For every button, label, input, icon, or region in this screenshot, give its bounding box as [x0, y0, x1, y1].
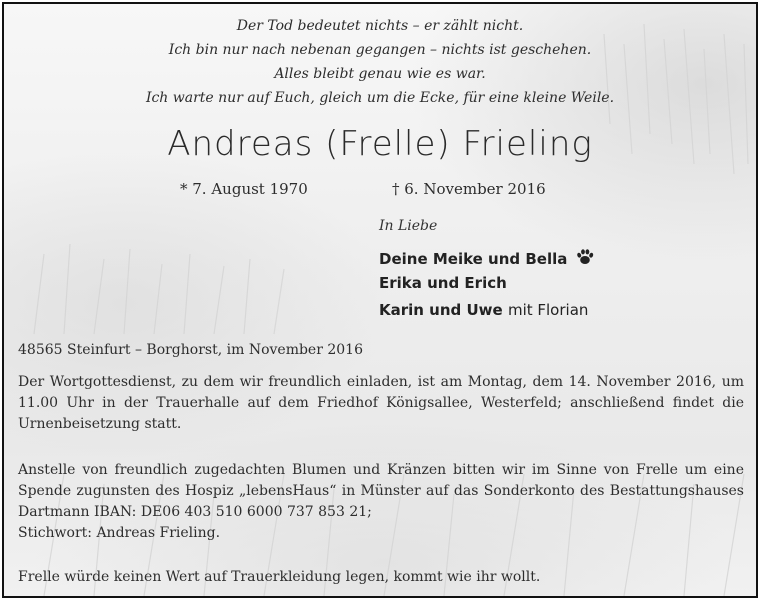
service-paragraph — [18, 372, 744, 435]
birth-date: * 7. August 1970 — [180, 180, 308, 198]
mourner-line-3 — [379, 301, 588, 319]
in-love-intro: In Liebe — [379, 218, 438, 234]
mourner-line-2: Erika und Erich — [379, 274, 507, 292]
paw-print-icon — [575, 247, 595, 271]
service-line-2: um 11.00 Uhr in der Trauerhalle auf dem Friedhof Königsallee, Westerfeld; anschließend findet — [18, 374, 744, 411]
death-date: † 6. November 2016 — [392, 180, 546, 198]
service-line-3: die Urnenbeisetzung statt. — [18, 395, 744, 432]
poem-line-4: Ich warte nur auf Euch, gleich um die Ecke, für eine kleine Weile. — [145, 90, 615, 106]
donation-line-4: Stichwort: Andreas Frieling. — [18, 525, 221, 541]
closing-note: Frelle würde keinen Wert auf Trauerkleidung legen, kommt wie ihr wollt. — [18, 569, 541, 585]
donation-line-3: Bestattungshauses Dartmann IBAN: DE06 403 510 6000 737 853 21; — [18, 483, 744, 520]
mourner-line-1 — [379, 247, 595, 271]
deceased-name: Andreas (Frelle) Frieling — [167, 124, 593, 164]
donation-line-1: Anstelle von freundlich zugedachten Blumen und Kränzen bitten wir im Sinne von Frelle um — [18, 462, 708, 478]
donation-line-2: eine Spende zugunsten des Hospiz „lebensHaus“ in Münster auf das Sonderkonto des — [18, 462, 744, 499]
donation-paragraph — [18, 460, 744, 544]
mourner-line-1-text: Deine Meike und Bella — [379, 250, 568, 268]
poem-line-3: Alles bleibt genau wie es war. — [274, 66, 486, 82]
mourner-line-3-rest: mit Florian — [507, 301, 589, 319]
place-date: 48565 Steinfurt – Borghorst, im November 2016 — [18, 342, 363, 358]
obituary-card — [2, 2, 758, 598]
poem-line-1: Der Tod bedeutet nichts – er zählt nicht. — [236, 18, 524, 34]
service-line-1: Der Wortgottesdienst, zu dem wir freundlich einladen, ist am Montag, dem 14. November 2016, — [18, 374, 717, 390]
mourner-line-3-bold: Karin und Uwe — [379, 301, 503, 319]
poem-line-2: Ich bin nur nach nebenan gegangen – nichts ist geschehen. — [168, 42, 592, 58]
